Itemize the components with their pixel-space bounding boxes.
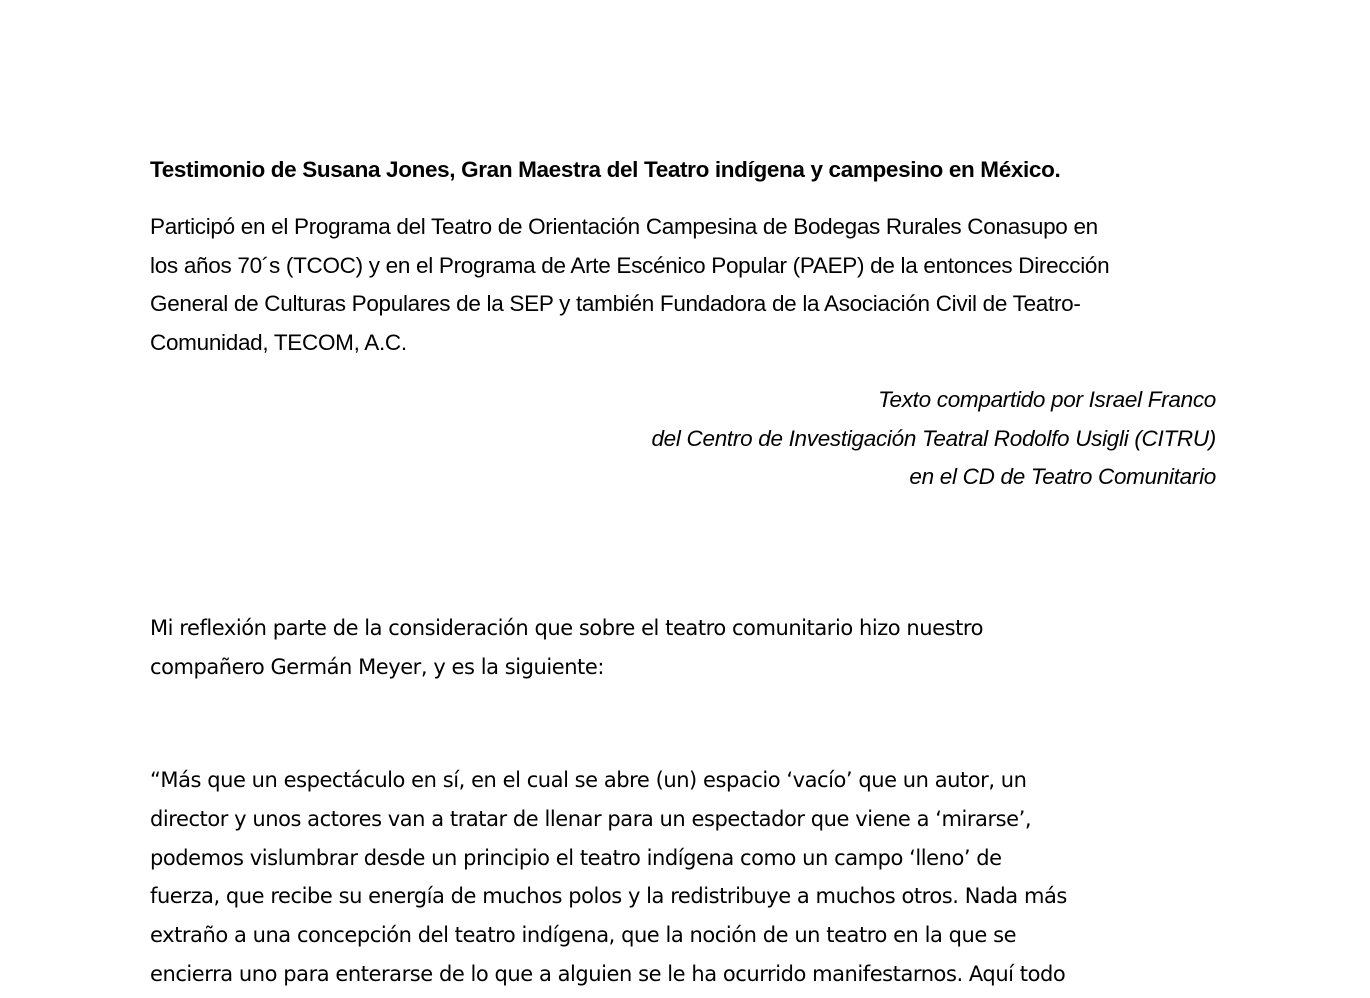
paragraph-line: extraño a una concepción del teatro indígena, que la noción de un teatro en la que se (150, 923, 1017, 948)
paragraph-line: encierra uno para enterarse de lo que a alguien se le ha ocurrido manifestarnos. Aquí todo (150, 961, 1066, 986)
paragraph-line: “Más que un espectáculo en sí, en el cual se abre (un) espacio ‘vacío’ que un autor, un (150, 768, 1027, 792)
document-title: Testimonio de Susana Jones, Gran Maestra del Teatro indígena y campesino en México. (150, 157, 1061, 182)
document-page (150, 0, 1216, 998)
paragraph-line: fuerza, que recibe su energía de muchos polos y la redistribuye a muchos otros. Nada más (150, 884, 1067, 909)
intro-line: Comunidad, TECOM, A.C. (150, 329, 407, 355)
credit-line: del Centro de Investigación Teatral Rodolfo Usigli (CITRU) (651, 425, 1216, 451)
paragraph-line: podemos vislumbrar desde un principio el teatro indígena como un campo ‘lleno’ de (150, 845, 1002, 870)
paragraph-line: Mi reflexión parte de la consideración que sobre el teatro comunitario hizo nuestro (150, 616, 983, 640)
intro-line: los años 70´s (TCOC) y en el Programa de Arte Escénico Popular (PAEP) de la entonces Dirección (150, 252, 1110, 278)
quote-paragraph (150, 761, 1216, 994)
credit-line: en el CD de Teatro Comunitario (909, 464, 1216, 490)
paragraph-line: compañero Germán Meyer, y es la siguiente: (150, 654, 604, 679)
reflection-paragraph (150, 609, 1216, 687)
credit-line: Texto compartido por Israel Franco (878, 387, 1216, 412)
credit-block (150, 381, 1216, 497)
intro-line: Participó en el Programa del Teatro de Orientación Campesina de Bodegas Rurales Conasupo en (150, 214, 1098, 239)
intro-line: General de Culturas Populares de la SEP y también Fundadora de la Asociación Civil de Teatro- (150, 291, 1081, 317)
paragraph-line: director y unos actores van a tratar de llenar para un espectador que viene a ‘mirarse’, (150, 806, 1032, 831)
intro-paragraph (150, 208, 1216, 362)
